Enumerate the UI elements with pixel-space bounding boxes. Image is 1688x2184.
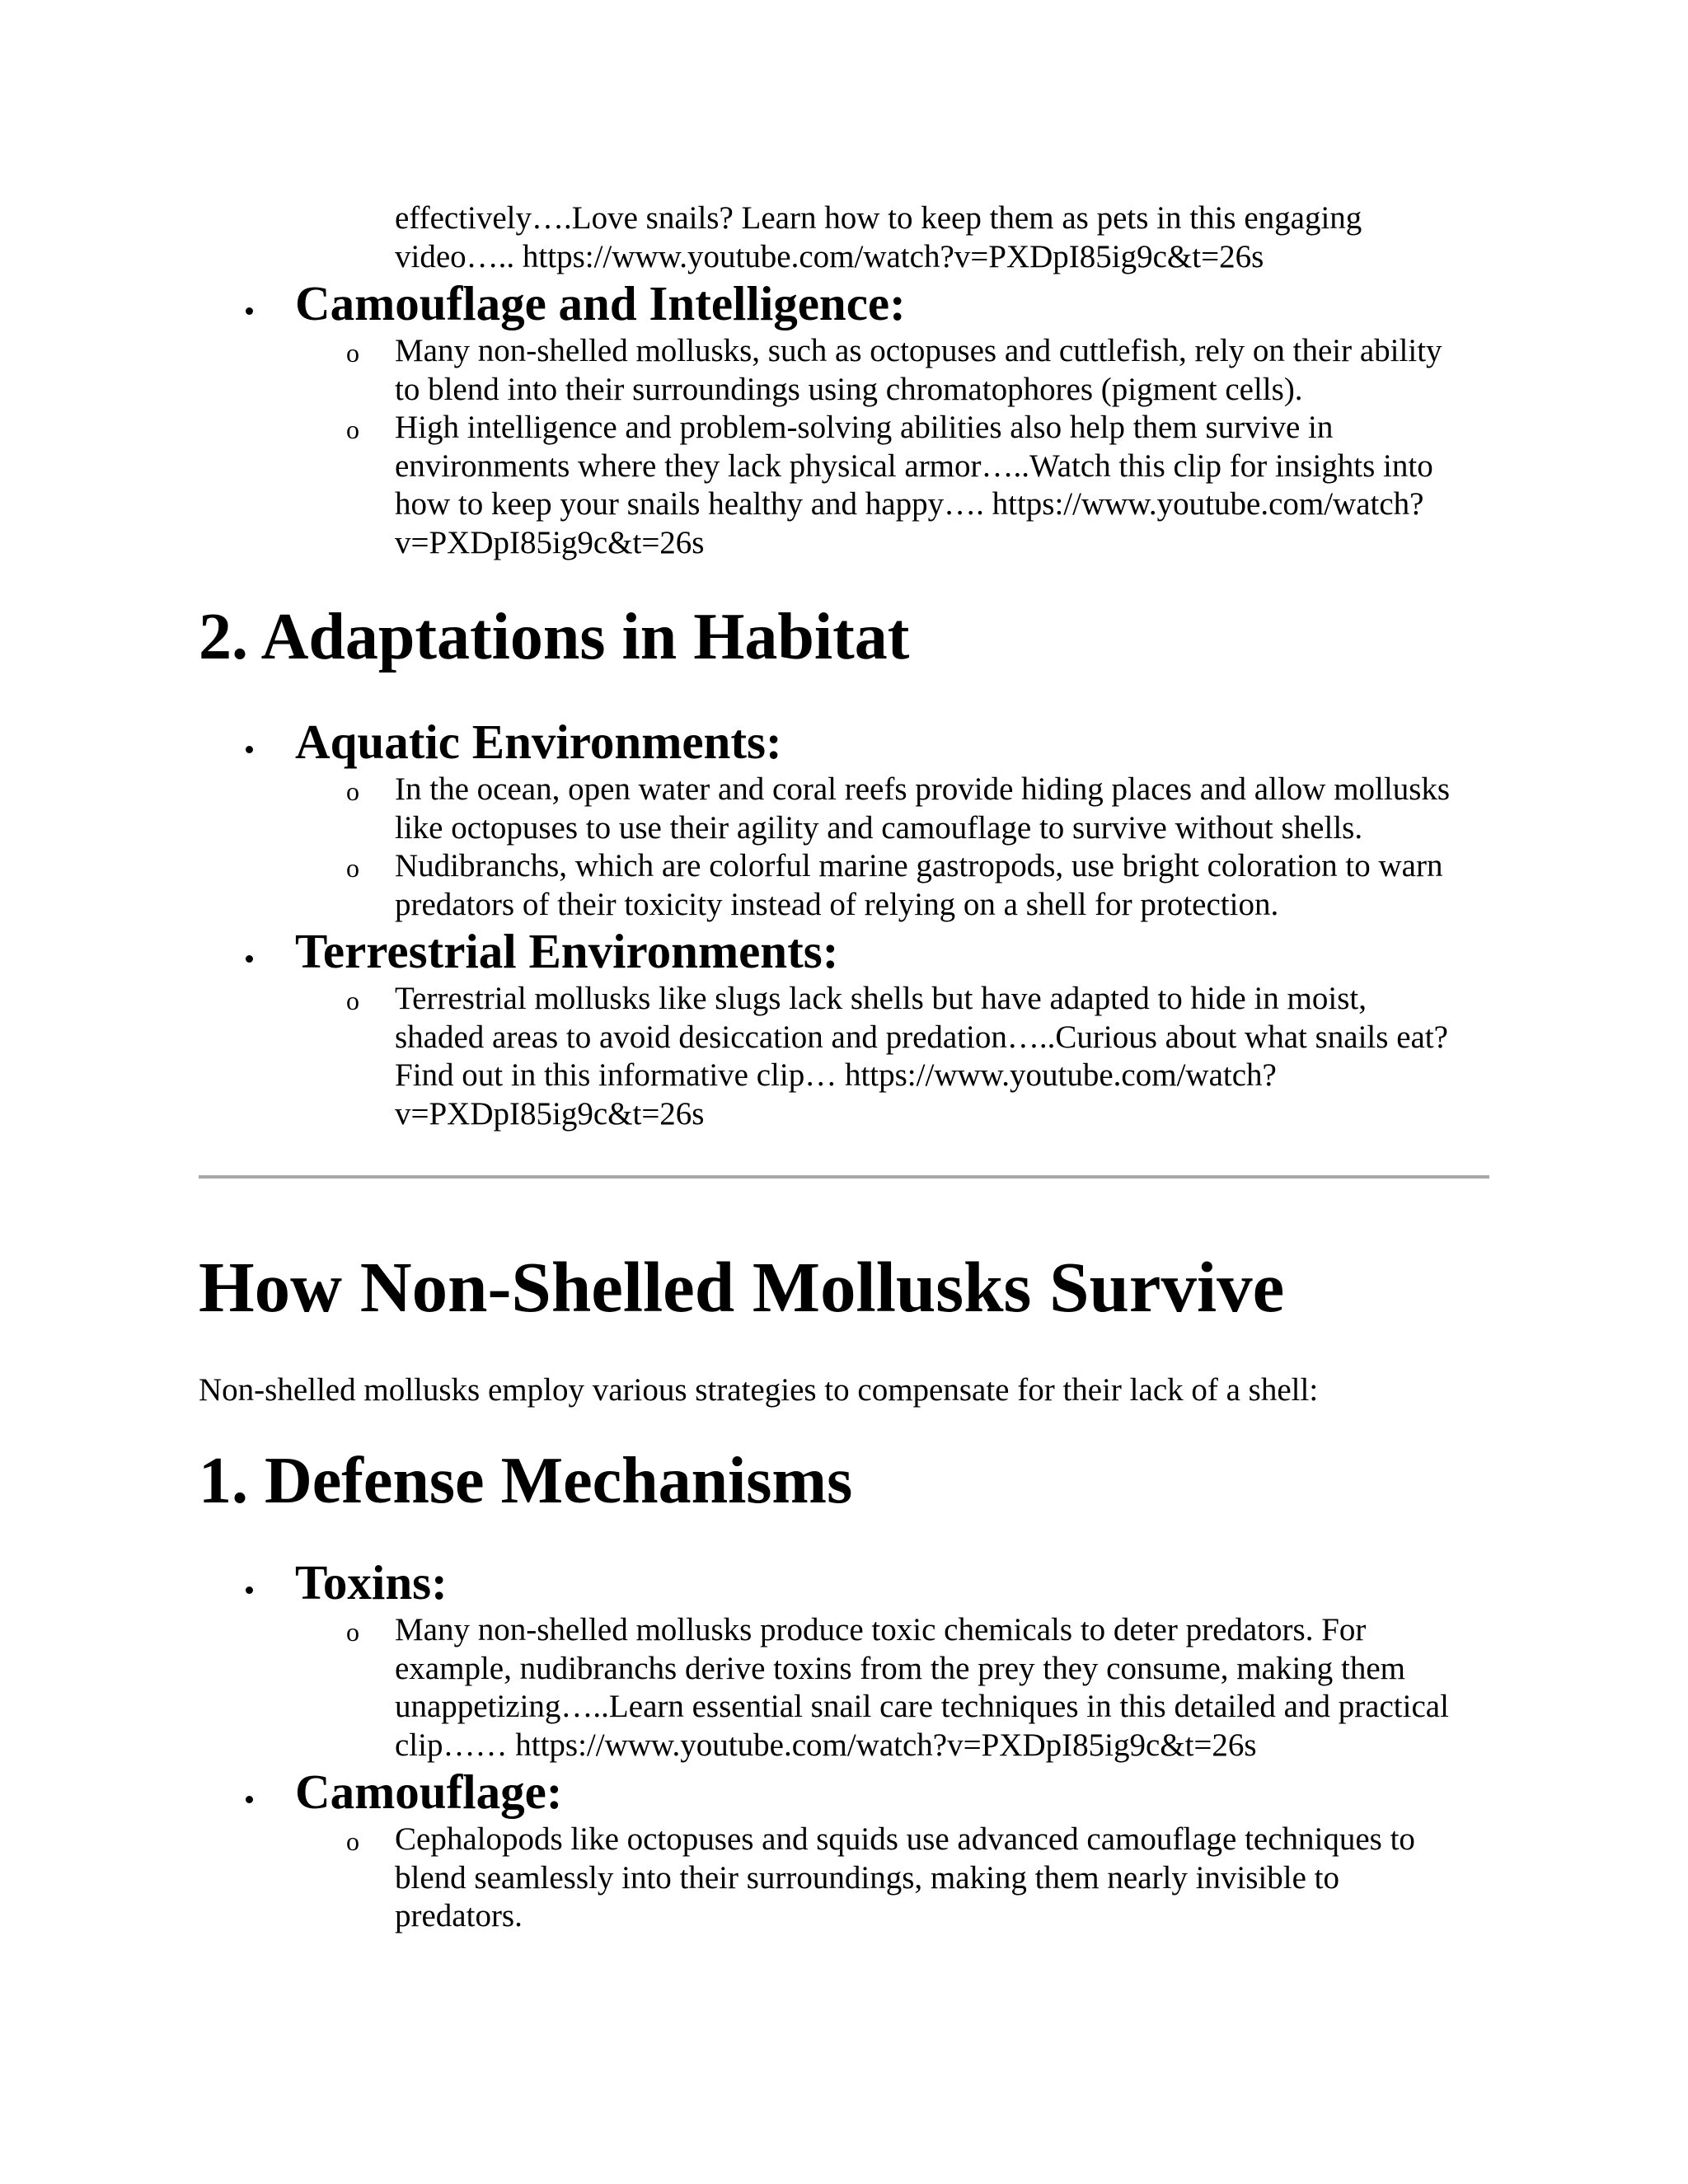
bullet-circle-icon: o: [346, 338, 359, 368]
defense-heading: 1. Defense Mechanisms: [199, 1445, 853, 1517]
aquatic-heading: Aquatic Environments:: [295, 715, 782, 769]
toxins-heading: Toxins:: [295, 1555, 448, 1610]
terrestrial-item1-line-3: Find out in this informative clip… https://www.youtube.com/watch?: [395, 1057, 1277, 1093]
aquatic-item1-line-1: In the ocean, open water and coral reefs provide hiding places and allow mollusks: [395, 771, 1451, 807]
toxins-item1-line-1: Many non-shelled mollusks produce toxic chemicals to deter predators. For: [395, 1612, 1367, 1647]
camo-item1-line-1: Many non-shelled mollusks, such as octopuses and cuttlefish, rely on their ability: [395, 333, 1442, 368]
aquatic-item2-line-2: predators of their toxicity instead of relying on a shell for protection.: [395, 887, 1279, 922]
bullet-disc-icon: [246, 955, 253, 963]
intro-line-1: effectively….Love snails? Learn how to keep them as pets in this engaging: [395, 200, 1362, 236]
toxins-item1-line-2: example, nudibranchs derive toxins from the prey they consume, making them: [395, 1651, 1406, 1686]
bullet-circle-icon: o: [346, 1617, 359, 1647]
aquatic-item1-line-2: like octopuses to use their agility and camouflage to survive without shells.: [395, 810, 1363, 846]
bullet-disc-icon: [246, 746, 253, 753]
aquatic-item2-line-1: Nudibranchs, which are colorful marine gastropods, use bright coloration to warn: [395, 848, 1443, 883]
terrestrial-item1-line-1: Terrestrial mollusks like slugs lack shells but have adapted to hide in moist,: [395, 981, 1367, 1016]
camo-item1-line-2: to blend into their surroundings using chromatophores (pigment cells).: [395, 372, 1303, 407]
adaptations-heading: 2. Adaptations in Habitat: [199, 601, 910, 673]
camo-item2-line-2: environments where they lack physical armor…..Watch this clip for insights into: [395, 448, 1433, 484]
camouflage-intelligence-heading: Camouflage and Intelligence:: [295, 276, 906, 330]
camo-item2-line-1: High intelligence and problem-solving abilities also help them survive in: [395, 410, 1334, 445]
toxins-item1-line-3: unappetizing…..Learn essential snail care techniques in this detailed and practical: [395, 1689, 1449, 1724]
bullet-disc-icon: [246, 1586, 253, 1594]
camouflage-item1-line-2: blend seamlessly into their surroundings, making them nearly invisible to: [395, 1860, 1339, 1896]
toxins-item1-line-4: clip…… https://www.youtube.com/watch?v=PXDpI85ig9c&t=26s: [395, 1727, 1257, 1763]
camo-item2-line-3: how to keep your snails healthy and happy…. https://www.youtube.com/watch?: [395, 486, 1424, 522]
camouflage-item1-line-3: predators.: [395, 1898, 523, 1933]
terrestrial-heading: Terrestrial Environments:: [295, 924, 839, 978]
intro-line-2: video….. https://www.youtube.com/watch?v=PXDpI85ig9c&t=26s: [395, 239, 1264, 274]
bullet-circle-icon: o: [346, 1826, 359, 1856]
terrestrial-item1-line-2: shaded areas to avoid desiccation and predation…..Curious about what snails eat?: [395, 1019, 1448, 1055]
terrestrial-item1-line-4: v=PXDpI85ig9c&t=26s: [395, 1096, 705, 1132]
survive-title: How Non-Shelled Mollusks Survive: [199, 1247, 1285, 1327]
bullet-circle-icon: o: [346, 986, 359, 1015]
bullet-circle-icon: o: [346, 853, 359, 883]
bullet-disc-icon: [246, 307, 253, 315]
camo-item2-line-4: v=PXDpI85ig9c&t=26s: [395, 525, 705, 560]
bullet-circle-icon: o: [346, 415, 359, 444]
bullet-circle-icon: o: [346, 776, 359, 806]
camouflage-heading: Camouflage:: [295, 1765, 563, 1819]
camouflage-item1-line-1: Cephalopods like octopuses and squids use advanced camouflage techniques to: [395, 1821, 1415, 1857]
survive-intro: Non-shelled mollusks employ various strategies to compensate for their lack of a shell:: [199, 1372, 1319, 1408]
section-divider: [199, 1175, 1489, 1179]
bullet-disc-icon: [246, 1796, 253, 1803]
